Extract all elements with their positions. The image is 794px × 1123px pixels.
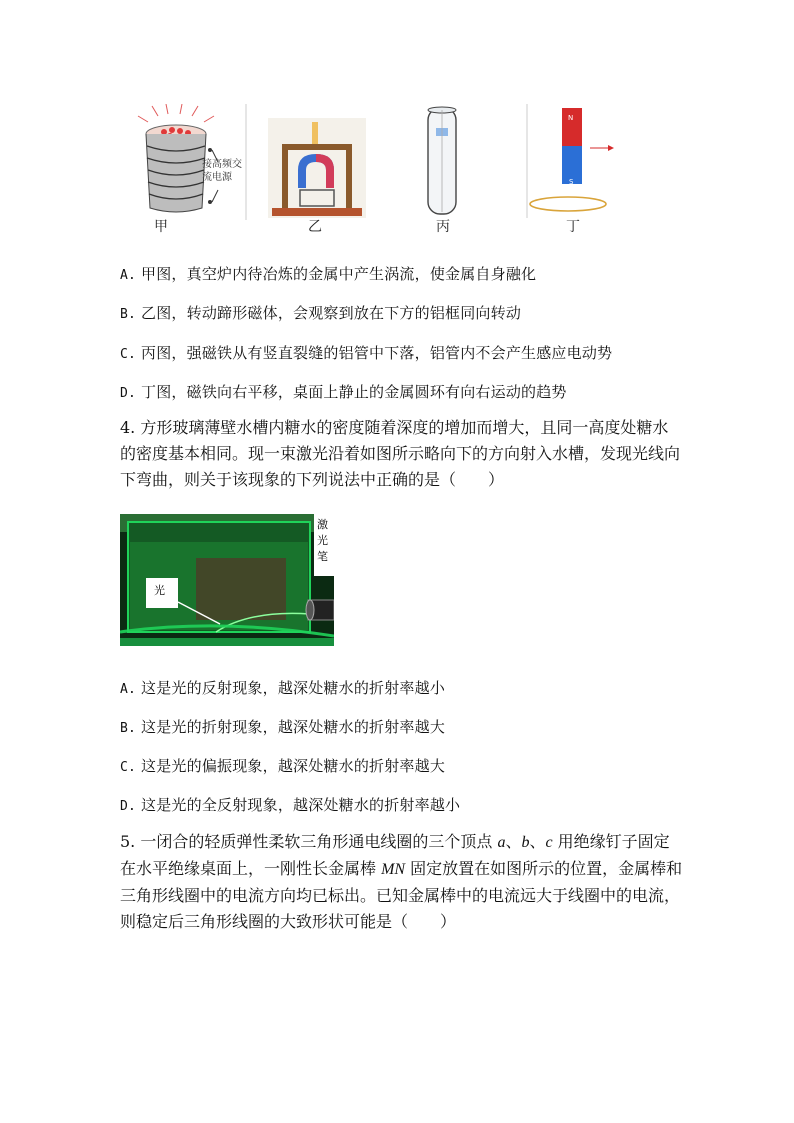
q4-option-letter: B. xyxy=(120,721,137,736)
laser-pen-label: 激光笔 xyxy=(317,518,328,563)
furnace-annotation: 接高频交 流电源 xyxy=(202,159,242,183)
q4-option-letter: A. xyxy=(120,682,137,697)
q5-line-2-tail: 固定放置在如图所示的位置，金属棒和 xyxy=(405,859,683,878)
q5-line-1-text: 5. 一闭合的轻质弹性柔软三角形通电线圈的三个顶点 xyxy=(120,832,498,851)
q5-stem xyxy=(120,829,690,935)
q3-option-text: 丁图，磁铁向右平移，桌面上静止的金属圆环有向右运动的趋势 xyxy=(141,383,567,401)
figure-label-yi: 乙 xyxy=(308,219,322,235)
q3-option-c[interactable] xyxy=(120,342,612,363)
q4-option-a[interactable] xyxy=(120,677,445,698)
aluminum-tube-illustration xyxy=(420,104,466,216)
vertex-b: b xyxy=(521,834,530,851)
q4-stem xyxy=(120,415,690,493)
figure-ding xyxy=(526,104,622,218)
magnet-north-label: N xyxy=(568,114,574,122)
q3-option-text: 丙图，强磁铁从有竖直裂缝的铝管中下落，铝管内不会产生感应电动势 xyxy=(141,344,613,362)
q5-line-1 xyxy=(120,829,690,856)
light-ray-label: 光 xyxy=(154,584,165,597)
q3-option-a[interactable] xyxy=(120,263,536,284)
laser-tank-illustration xyxy=(120,514,334,646)
q4-option-d[interactable] xyxy=(120,794,460,815)
separator: 、 xyxy=(505,832,522,851)
q4-option-c[interactable] xyxy=(120,755,445,776)
q4-option-text: 这是光的折射现象，越深处糖水的折射率越大 xyxy=(141,718,446,736)
q5-line-4: 则稳定后三角形线圈的大致形状可能是（ ） xyxy=(120,912,457,931)
vertex-a: a xyxy=(497,834,506,851)
q3-option-text: 甲图，真空炉内待冶炼的金属中产生涡流，使金属自身融化 xyxy=(141,265,537,283)
figure-jia xyxy=(118,104,248,220)
figure-label-jia: 甲 xyxy=(154,219,168,235)
q4-option-text: 这是光的偏振现象，越深处糖水的折射率越大 xyxy=(141,757,446,775)
q3-option-d[interactable] xyxy=(120,381,567,402)
q4-option-letter: D. xyxy=(120,799,137,814)
rod-mn: MN xyxy=(381,861,406,878)
q4-option-text: 这是光的全反射现象，越深处糖水的折射率越小 xyxy=(141,796,461,814)
q3-option-b[interactable] xyxy=(120,302,521,323)
q5-line-2 xyxy=(120,856,690,883)
figure-label-ding: 丁 xyxy=(566,219,580,235)
q4-option-text: 这是光的反射现象，越深处糖水的折射率越小 xyxy=(141,679,446,697)
figure-label-bing: 丙 xyxy=(436,219,450,235)
q4-line-2: 的密度基本相同。现一束激光沿着如图所示略向下的方向射入水槽，发现光线向 xyxy=(120,444,681,463)
separator: 、 xyxy=(529,832,546,851)
q4-option-letter: C. xyxy=(120,760,137,775)
q5-line-3: 三角形线圈中的电流方向均已标出。已知金属棒中的电流远大于线圈中的电流， xyxy=(120,886,681,905)
figure-bing xyxy=(420,104,466,216)
figure-yi xyxy=(268,118,366,218)
magnet-south-label: S xyxy=(569,178,574,186)
q3-option-letter: D. xyxy=(120,386,137,401)
q3-option-letter: B. xyxy=(120,307,137,322)
q3-option-text: 乙图，转动蹄形磁体，会观察到放在下方的铝框同向转动 xyxy=(141,304,522,322)
q5-line-2-text: 在水平绝缘桌面上，一刚性长金属棒 xyxy=(120,859,382,878)
q4-line-3: 下弯曲，则关于该现象的下列说法中正确的是（ ） xyxy=(120,470,505,489)
q3-option-letter: C. xyxy=(120,347,137,362)
q5-line-1-tail: 用绝缘钉子固定 xyxy=(552,832,670,851)
laser-tank-photo xyxy=(120,514,334,646)
q4-line-1: 4. 方形玻璃薄壁水槽内糖水的密度随着深度的增加而增大，且同一高度处糖水 xyxy=(120,418,669,437)
magnet-ring-illustration xyxy=(526,104,622,218)
q3-option-letter: A. xyxy=(120,268,137,283)
horseshoe-magnet-illustration xyxy=(268,118,366,218)
q4-option-b[interactable] xyxy=(120,716,445,737)
vertex-c: c xyxy=(545,834,553,851)
